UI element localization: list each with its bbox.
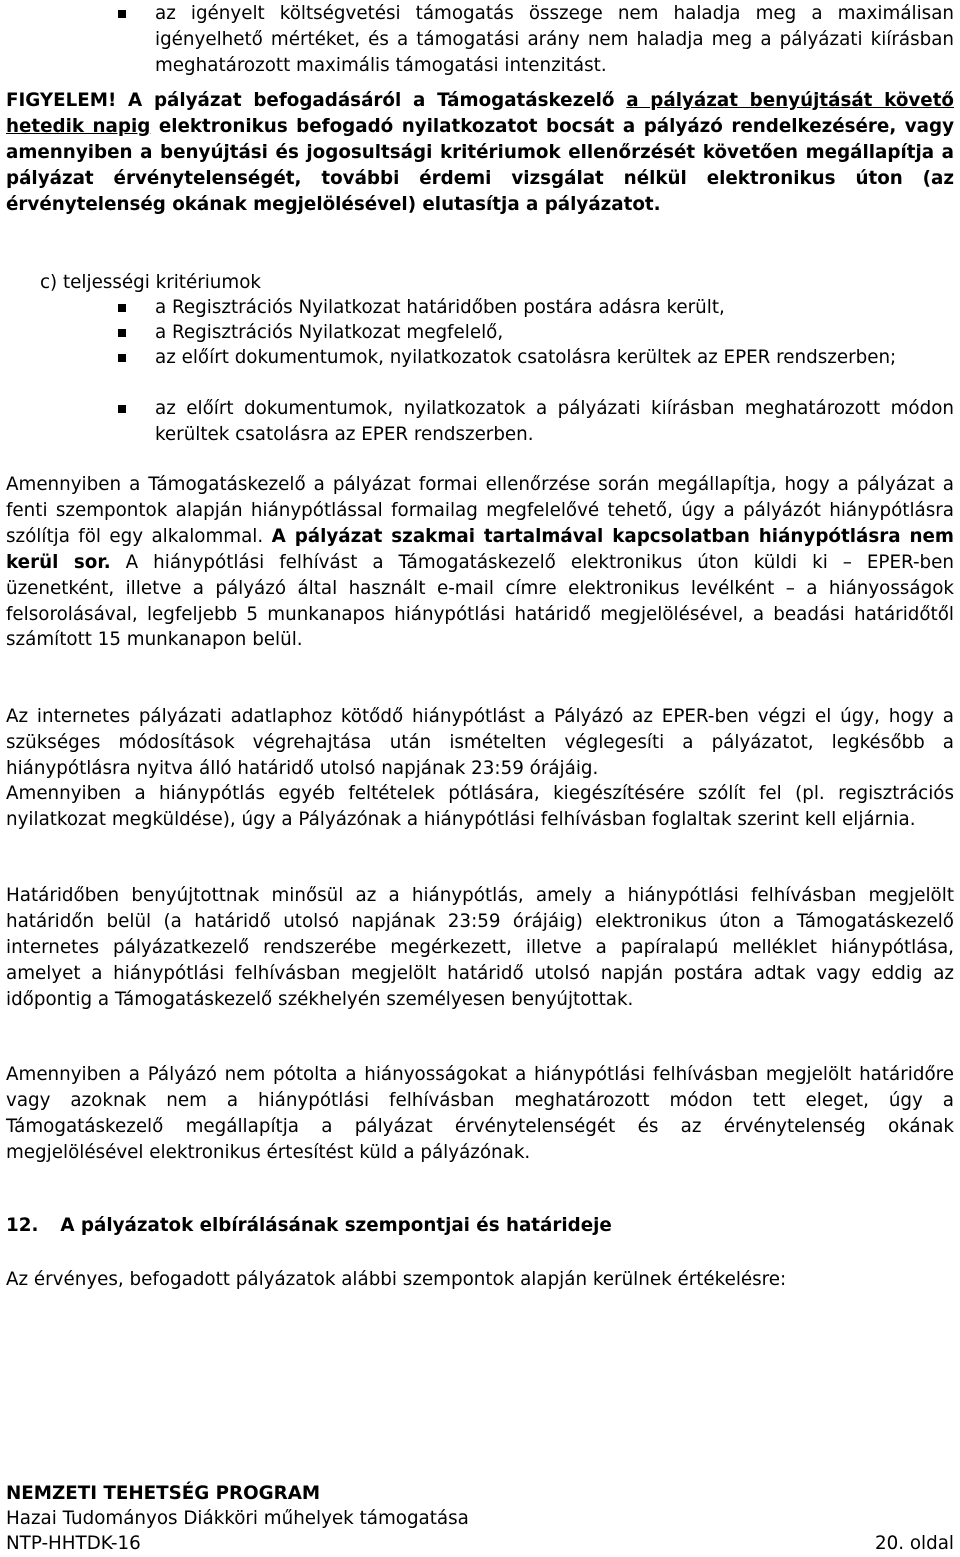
list-item: az előírt dokumentumok, nyilatkozatok a pályázati kiírásban meghatározott módon kerültek csatolásra az EPER rendszerben. bbox=[155, 396, 954, 448]
bold-notice: A pályázat szakmai tartalmával kapcsolatban hiánypótlásra nem kerül sor. bbox=[6, 525, 954, 573]
footer-row bbox=[6, 1531, 954, 1556]
warning-paragraph: FIGYELEM! A pályázat befogadásáról a Támogatáskezelő a pályázat benyújtását követő hetedik napig elektronikus befogadó nyilatkozatot bocsát a pályázó rendelkezésére, vagy amennyiben a benyújtási és jogosultsági kritériumok ellenőrzését követően megállapítja a pályázat érvénytelenségét, további érdemi vizsgálat nélkül elektronikus úton (az érvénytelenség okának megjelölésével) elutasítja a pályázatot. bbox=[6, 90, 955, 215]
footer-subtitle: Hazai Tudományos Diákköri műhelyek támogatása bbox=[6, 1508, 469, 1529]
footer-program: NEMZETI TEHETSÉG PROGRAM bbox=[6, 1483, 321, 1504]
evaluation-intro: Az érvényes, befogadott pályázatok alábbi szempontok alapján kerülnek értékelésre: bbox=[6, 1269, 787, 1290]
bullet-square-icon bbox=[118, 304, 126, 312]
section-c-heading: c) teljességi kritériumok bbox=[40, 272, 261, 293]
list-item: az előírt dokumentumok, nyilatkozatok csatolásra kerültek az EPER rendszerben; bbox=[155, 345, 954, 371]
bullet-square-icon bbox=[118, 354, 126, 362]
bullet-square-icon bbox=[118, 10, 126, 18]
section-number: 12. bbox=[6, 1215, 39, 1236]
deadline-definition-paragraph: Határidőben benyújtottnak minősül az a hiánypótlás, amely a hiánypótlási felhívásban megjelölt határidőn belül (a határidő utolsó napjának 23:59 órájáig) elektronikus úton a Támogatáskezelő internetes pályázatkezelő rendszerébe megérkezett, illetve a papíralapú melléklet hiánypótlása, amelyet a hiánypótlási felhívásban megjelölt határidő utolsó napján postára adtak vagy eddig az időpontig a Támogatáskezelő székhelyén személyesen benyújtottak. bbox=[6, 885, 954, 1010]
other-conditions-paragraph: Amennyiben a hiánypótlás egyéb feltételek pótlására, kiegészítésére szólít fel (pl. regisztrációs nyilatkozat megküldése), úgy a Pályázónak a hiánypótlási felhívásban foglaltak szerint kell eljárnia. bbox=[6, 783, 954, 830]
page-number: 20. oldal bbox=[874, 1533, 954, 1554]
warning-label: FIGYELEM! bbox=[6, 90, 117, 111]
bullet-square-icon bbox=[118, 405, 126, 413]
deadline-underlined: a pályázat benyújtását követő hetedik napig bbox=[6, 90, 954, 137]
list-item: a Regisztrációs Nyilatkozat megfelelő, bbox=[155, 320, 954, 346]
list-item: a Regisztrációs Nyilatkozat határidőben postára adásra került, bbox=[155, 295, 954, 321]
section-title: A pályázatok elbírálásának szempontjai és határideje bbox=[60, 1215, 612, 1236]
section-12-heading bbox=[6, 1213, 612, 1238]
bullet-square-icon bbox=[118, 329, 126, 337]
invalidity-paragraph: Amennyiben a Pályázó nem pótolta a hiányosságokat a hiánypótlási felhívásban megjelölt határidőre vagy azoknak nem a hiánypótlási felhívásban meghatározott módon tett eleget, úgy a Támogatáskezelő megállapítja a pályázat érvénytelenségét és az érvénytelenség okának megjelölésével elektronikus értesítést küld a pályázónak. bbox=[6, 1064, 954, 1163]
bullet-text: az igényelt költségvetési támogatás összege nem haladja meg a maximálisan igényelhető mértéket, és a támogatási arány nem haladja meg a pályázati kiírásban meghatározott maximális támogatási intenzitást. bbox=[155, 3, 954, 76]
page-footer bbox=[6, 1481, 954, 1556]
footer-code: NTP-HHTDK-16 bbox=[6, 1533, 141, 1554]
missing-documents-paragraph: Amennyiben a Támogatáskezelő a pályázat formai ellenőrzése során megállapítja, hogy a pályázat a fenti szempontok alapján hiánypótlással formailag megfelelővé tehető, úgy a pályázót hiánypótlásra szólítja föl egy alkalommal. A pályázat szakmai tartalmával kapcsolatban hiánypótlásra nem kerül sor. A hiánypótlási felhívást a Támogatáskezelő elektronikus úton küldi ki – EPER-ben üzenetként, illetve a pályázó által használt e-mail címre elektronikus levélként – a hiányosságok felsorolásával, legfeljebb 5 munkanapos hiánypótlási határidő megjelölésével, a beadási határidőtől számított 15 munkanapon belül. bbox=[6, 474, 954, 651]
eligibility-bullet bbox=[155, 1, 954, 79]
online-form-paragraph: Az internetes pályázati adatlaphoz kötődő hiánypótlást a Pályázó az EPER-ben végzi el úgy, hogy a szükséges módosítások végrehajtása után ismételten véglegesíti a pályázatot, legkésőbb a hiánypótlásra nyitva álló határidő utolsó napjának 23:59 órájáig. bbox=[6, 706, 954, 779]
